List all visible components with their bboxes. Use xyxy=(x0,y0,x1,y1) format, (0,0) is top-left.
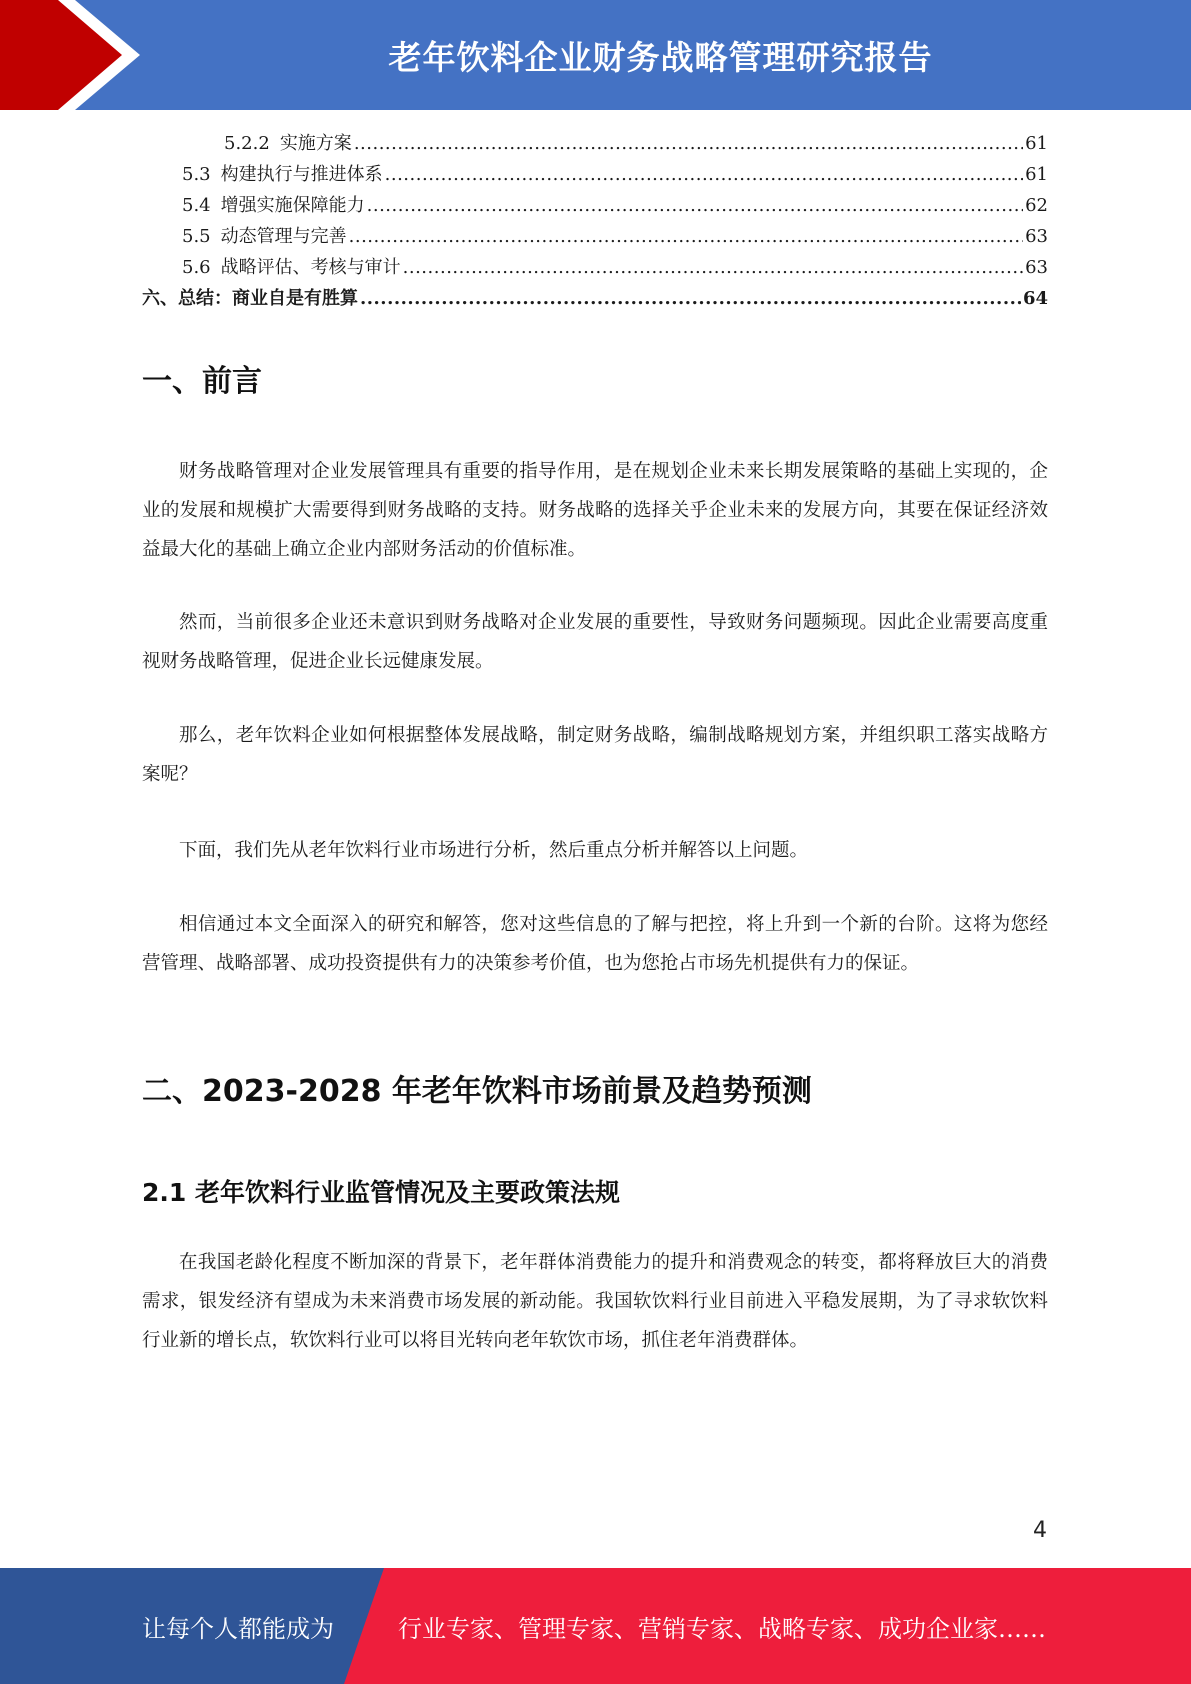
toc-number: 5.5 xyxy=(182,226,211,247)
toc-entry-5-3[interactable] xyxy=(142,159,1048,190)
toc-entry-chapter-6[interactable] xyxy=(142,283,1048,314)
toc-label: 动态管理与完善 xyxy=(220,226,347,247)
section-heading-market-forecast: 二、2023-2028 年老年饮料市场前景及趋势预测 xyxy=(142,1074,812,1109)
toc-page-number: 63 xyxy=(1025,257,1048,278)
subsection-heading-regulation: 2.1 老年饮料行业监管情况及主要政策法规 xyxy=(142,1178,620,1207)
toc-leader xyxy=(360,283,1021,314)
table-of-contents xyxy=(142,128,1048,314)
toc-entry-5-2-2[interactable] xyxy=(142,128,1048,159)
footer-slogan-right: 行业专家、管理专家、营销专家、战略专家、成功企业家…… xyxy=(398,1614,1046,1643)
toc-number: 5.3 xyxy=(182,164,211,185)
footer-slogan-left: 让每个人都能成为 xyxy=(142,1614,334,1643)
toc-leader xyxy=(385,159,1023,190)
page-footer xyxy=(0,1568,1191,1684)
toc-page-number: 62 xyxy=(1025,195,1048,216)
toc-leader xyxy=(367,190,1023,221)
page-header xyxy=(0,0,1191,110)
toc-page-number: 61 xyxy=(1025,164,1048,185)
toc-label: 六、总结：商业自是有胜算 xyxy=(142,288,358,309)
red-chevron-arrow-icon xyxy=(0,0,160,110)
toc-number: 5.4 xyxy=(182,195,211,216)
paragraph: 然而，当前很多企业还未意识到财务战略对企业发展的重要性，导致财务问题频现。因此企业需要高度重视财务战略管理，促进企业长远健康发展。 xyxy=(142,612,1048,672)
toc-page-number: 63 xyxy=(1025,226,1048,247)
toc-number: 5.2.2 xyxy=(224,133,270,154)
document-title: 老年饮料企业财务战略管理研究报告 xyxy=(388,37,933,77)
paragraph: 下面，我们先从老年饮料行业市场进行分析，然后重点分析并解答以上问题。 xyxy=(179,840,809,861)
paragraph: 那么，老年饮料企业如何根据整体发展战略，制定财务战略，编制战略规划方案，并组织职工落实战略方案呢？ xyxy=(142,725,1048,785)
toc-leader xyxy=(403,252,1023,283)
paragraph: 在我国老龄化程度不断加深的背景下，老年群体消费能力的提升和消费观念的转变，都将释放巨大的消费需求，银发经济有望成为未来消费市场发展的新动能。我国软饮料行业目前进入平稳发展期，为了寻求软饮料行业新的增长点，软饮料行业可以将目光转向老年软饮市场，抓住老年消费群体。 xyxy=(142,1252,1048,1351)
toc-leader xyxy=(354,128,1023,159)
toc-label: 实施方案 xyxy=(279,133,352,154)
toc-page-number: 61 xyxy=(1025,133,1048,154)
paragraph: 财务战略管理对企业发展管理具有重要的指导作用，是在规划企业未来长期发展策略的基础上实现的，企业的发展和规模扩大需要得到财务战略的支持。财务战略的选择关乎企业未来的发展方向，其要在保证经济效益最大化的基础上确立企业内部财务活动的价值标准。 xyxy=(142,461,1048,560)
toc-entry-5-6[interactable] xyxy=(142,252,1048,283)
toc-number: 5.6 xyxy=(182,257,211,278)
toc-leader xyxy=(349,221,1023,252)
paragraph: 相信通过本文全面深入的研究和解答，您对这些信息的了解与把控，将上升到一个新的台阶。这将为您经营管理、战略部署、成功投资提供有力的决策参考价值，也为您抢占市场先机提供有力的保证。 xyxy=(142,914,1048,974)
toc-label: 构建执行与推进体系 xyxy=(220,164,383,185)
toc-entry-5-4[interactable] xyxy=(142,190,1048,221)
section-heading-preface: 一、前言 xyxy=(142,364,262,399)
page-number: 4 xyxy=(1033,1518,1047,1543)
toc-label: 增强实施保障能力 xyxy=(220,195,365,216)
toc-label: 战略评估、考核与审计 xyxy=(220,257,401,278)
toc-page-number: 64 xyxy=(1022,288,1048,309)
toc-entry-5-5[interactable] xyxy=(142,221,1048,252)
